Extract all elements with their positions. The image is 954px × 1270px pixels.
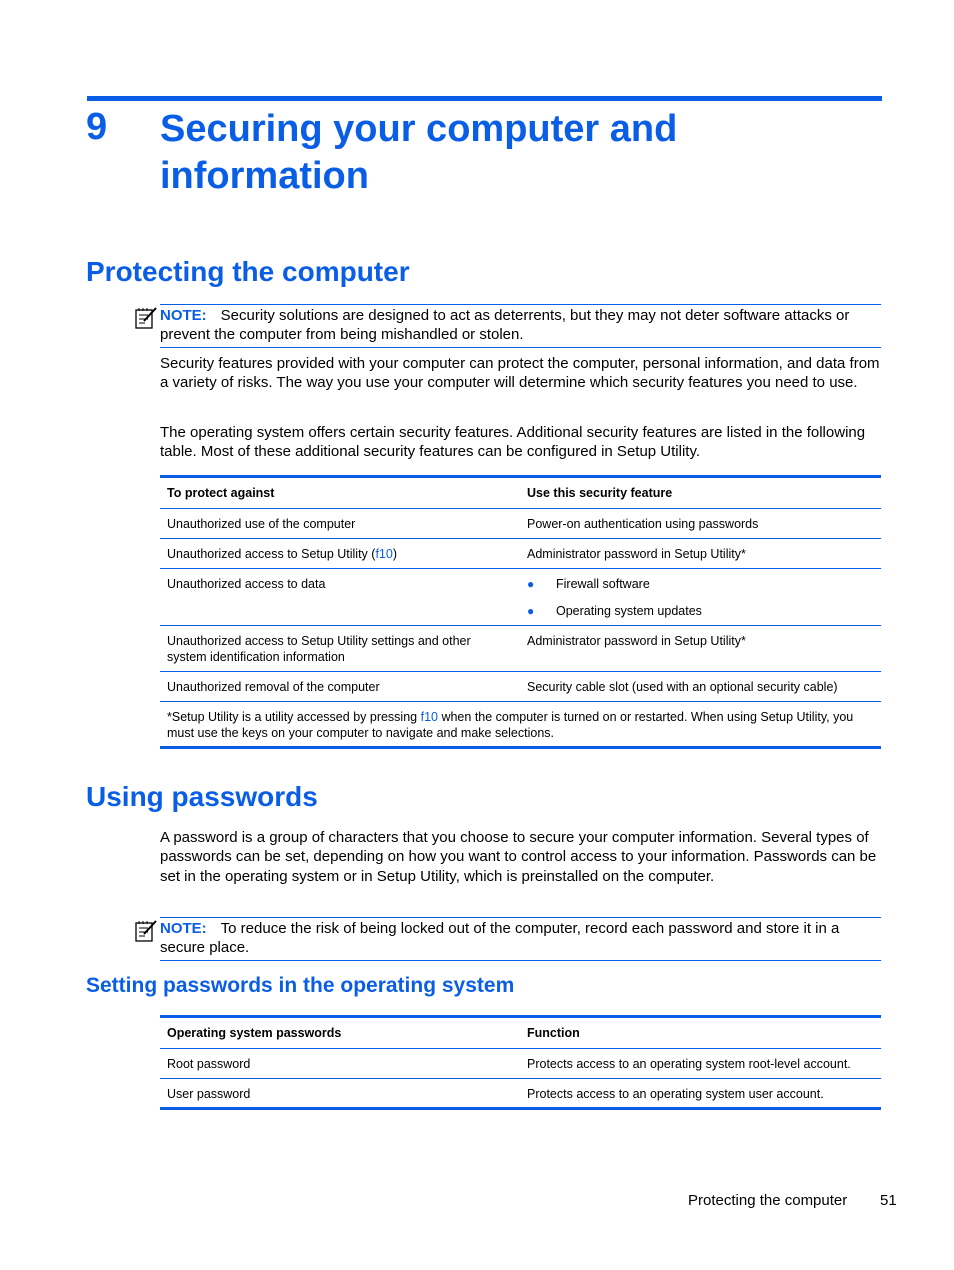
table-cell: Power-on authentication using passwords xyxy=(520,509,881,539)
table-cell: Unauthorized removal of the computer xyxy=(160,672,520,702)
table-header-row xyxy=(160,1018,881,1049)
note-text: Security solutions are designed to act as deterrents, but they may not deter software attacks or prevent the computer from being mishandled or stolen. xyxy=(160,307,850,344)
note-label: NOTE: xyxy=(160,307,207,324)
table-row xyxy=(160,672,881,702)
os-passwords-table xyxy=(160,1018,881,1108)
table-row xyxy=(160,509,881,539)
table-cell: Unauthorized access to data xyxy=(160,569,520,626)
note-security-solutions xyxy=(160,304,881,348)
table-row xyxy=(160,539,881,569)
subsection-heading-os-passwords: Setting passwords in the operating system xyxy=(86,974,515,997)
table-bottom-rule xyxy=(160,746,881,749)
chapter-rule xyxy=(87,96,882,101)
table-header: Operating system passwords xyxy=(160,1018,520,1049)
footnote-text: when the computer is turned on or restarted. When using Setup Utility, you must use the keys on your computer to navigate and make selections. xyxy=(167,710,854,740)
paragraph-operating-system: The operating system offers certain security features. Additional security features are listed in the following table. Most of these additional security features can be configured in Setup Utility. xyxy=(160,424,866,461)
note-text: To reduce the risk of being locked out of the computer, record each password and store it in a secure place. xyxy=(160,920,840,957)
table-header: Function xyxy=(520,1018,881,1049)
table-cell: Protects access to an operating system user account. xyxy=(527,1087,824,1101)
table-cell: User password xyxy=(167,1087,251,1101)
bullet-icon: ● xyxy=(527,604,535,618)
chapter-number: 9 xyxy=(86,106,108,148)
table-row xyxy=(160,569,881,626)
paragraph-security-features: Security features provided with your computer can protect the computer, personal information, and data from a variety of risks. The way you use your computer will determine which security features you need to use. xyxy=(160,355,880,392)
table-cell: Protects access to an operating system root-level account. xyxy=(520,1049,881,1079)
bullet-text: Operating system updates xyxy=(556,604,702,618)
table-cell: Security cable slot (used with an optional security cable) xyxy=(520,672,881,702)
chapter-title: Securing your computer and information xyxy=(160,108,678,197)
table-cell xyxy=(160,539,520,569)
section-heading-passwords: Using passwords xyxy=(86,781,318,812)
paragraph-passwords: A password is a group of characters that you choose to secure your computer information. Several types of passwords can be set, depending on how you want to control access to your information. Passwords can be set in the operating system or in Setup Utility, which is preinstalled on the computer. xyxy=(160,829,877,885)
cell-text: ) xyxy=(392,547,397,561)
bullet-item xyxy=(527,576,874,592)
table-bottom-rule xyxy=(160,1107,881,1110)
table-cell xyxy=(520,569,881,626)
table-footnote-row xyxy=(160,702,881,748)
table-row xyxy=(160,1049,881,1079)
table-cell: Administrator password in Setup Utility* xyxy=(520,539,881,569)
table-header-row xyxy=(160,478,881,509)
note-label: NOTE: xyxy=(160,920,207,937)
footer-page-number: 51 xyxy=(880,1192,897,1209)
table-cell: Unauthorized access to Setup Utility settings and other system identification information xyxy=(160,626,520,672)
table-footnote xyxy=(160,702,881,748)
footnote-text: *Setup Utility is a utility accessed by pressing xyxy=(167,710,421,724)
table-row xyxy=(160,1079,881,1109)
bullet-text: Firewall software xyxy=(556,577,650,591)
key-reference: f10 xyxy=(420,710,438,724)
table-cell: Administrator password in Setup Utility* xyxy=(520,626,881,672)
note-password-storage xyxy=(160,917,881,961)
bullet-icon: ● xyxy=(527,577,535,591)
bullet-item xyxy=(527,603,874,619)
table-cell: Root password xyxy=(160,1049,520,1079)
key-reference: f10 xyxy=(375,547,393,561)
footer-section-title: Protecting the computer xyxy=(688,1192,848,1209)
table-header: Use this security feature xyxy=(520,478,881,509)
section-heading-protecting: Protecting the computer xyxy=(86,256,410,287)
security-features-table xyxy=(160,478,881,747)
note-icon xyxy=(134,919,158,943)
table-header: To protect against xyxy=(160,478,520,509)
table-cell: Unauthorized use of the computer xyxy=(160,509,520,539)
cell-text: Unauthorized access to Setup Utility ( xyxy=(167,547,376,561)
table-row xyxy=(160,626,881,672)
note-icon xyxy=(134,306,158,330)
